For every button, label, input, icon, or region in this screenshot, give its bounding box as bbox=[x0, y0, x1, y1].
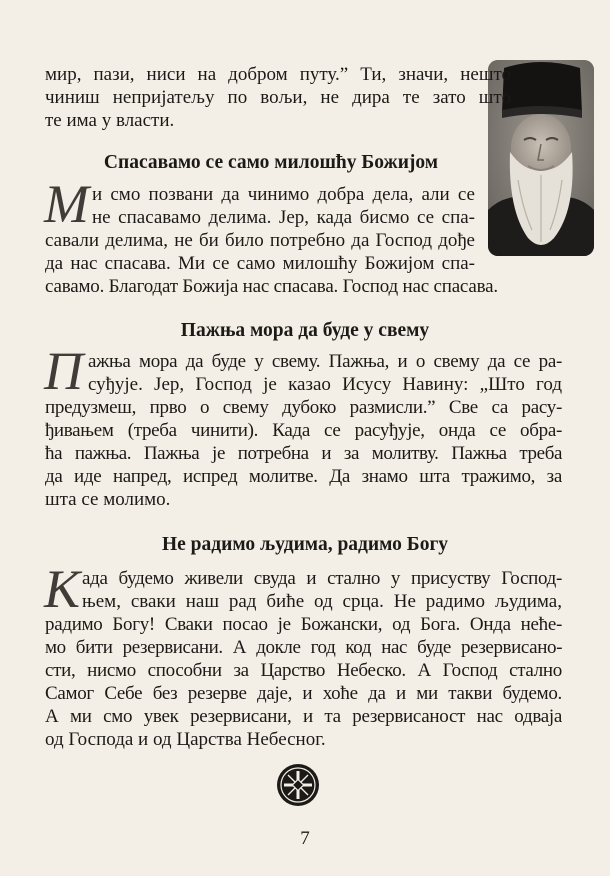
section-1-line-3: савали делима, не би било потребно да Господ дође bbox=[45, 230, 475, 251]
section-3-line-7: А ми смо увек резервисани, и та резервисаност нас одваја bbox=[45, 706, 562, 727]
intro-line-3: те има у власти. bbox=[45, 110, 175, 131]
section-heading-3: Не радимо људима, радимо Богу bbox=[161, 534, 449, 555]
section-2-line-1: ажња мора да буде у свему. Пажња, и о свему да се ра- bbox=[88, 351, 562, 372]
intro-line-1: мир, пази, ниси на добром путу.” Ти, значи, нешто bbox=[45, 64, 511, 85]
section-3-line-6: Самог Себе без резерве даје, и хоће да и ми такви будемо. bbox=[45, 683, 562, 704]
section-2-line-7: шта се молимо. bbox=[45, 489, 171, 510]
section-2-line-2: суђује. Јер, Господ је казао Исусу Навину: „Што год bbox=[88, 374, 562, 395]
section-heading-2: Пажња мора да буде у свему bbox=[180, 320, 430, 341]
section-1-line-2: не спасавамо делима. Јер, када бисмо се спа- bbox=[92, 207, 475, 228]
section-2-line-4: ђивањем (треба чинити). Када се расуђује, онда се обра- bbox=[45, 420, 562, 441]
section-3-line-4: мо бити резервисани. А докле год код нас буде резервисано- bbox=[45, 637, 562, 658]
section-1-line-4: да нас спасава. Ми се само милошћу Божијом спа- bbox=[45, 253, 475, 274]
section-3-line-2: њем, сваки наш рад биће од срца. Не радимо људима, bbox=[82, 591, 562, 612]
cross-ornament-icon bbox=[276, 763, 320, 807]
dropcap-2: П bbox=[44, 341, 83, 401]
dropcap-3: К bbox=[44, 559, 80, 619]
section-2-line-6: да иде напред, испред молитве. Да знамо шта тражимо, за bbox=[45, 466, 562, 487]
page-number: 7 bbox=[300, 828, 310, 849]
section-3-line-1: ада будемо живели свуда и стално у присуству Господ- bbox=[82, 568, 562, 589]
section-3-line-5: сти, нисмо способни за Царство Небеско. А Господ стално bbox=[45, 660, 562, 681]
section-1-line-1: и смо позвани да чинимо добра дела, али се bbox=[92, 184, 475, 205]
section-heading-1: Спасавамо се само милошћу Божијом bbox=[103, 152, 439, 173]
intro-line-2: чиниш непријатељу по вољи, не дира те зато што bbox=[45, 87, 511, 108]
section-1-line-5: савамо. Благодат Божија нас спасава. Господ нас спасава. bbox=[45, 276, 498, 297]
dropcap-1: М bbox=[44, 174, 89, 234]
section-3-line-8: од Господа и од Царства Небесног. bbox=[45, 729, 326, 750]
section-2-line-3: предузмеш, прво о свему дубоко размисли.” Све са расу- bbox=[45, 397, 562, 418]
section-2-line-5: ћа пажња. Пажња је потребна и за молитву. Пажња треба bbox=[45, 443, 562, 464]
section-3-line-3: радимо Богу! Сваки посао је Божански, од Бога. Онда неће- bbox=[45, 614, 562, 635]
